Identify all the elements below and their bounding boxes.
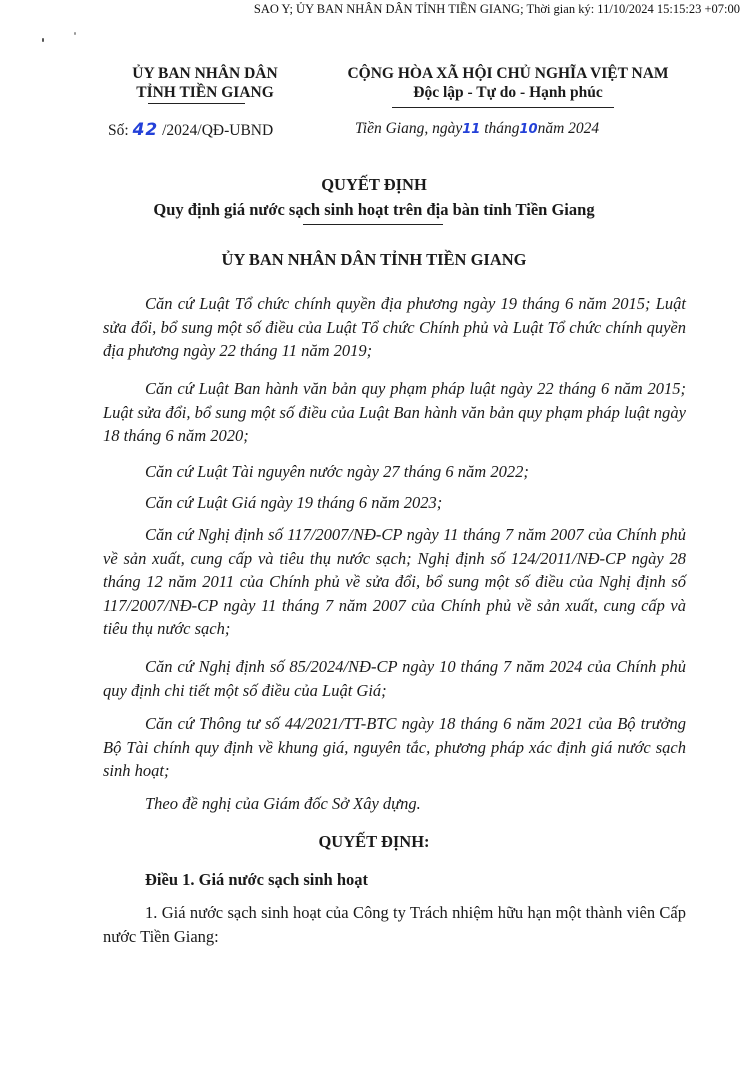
preamble-text: Căn cứ Luật Ban hành văn bản quy phạm pháp luật ngày 22 tháng 6 năm 2015; Luật sửa đổi, bổ sung một số điều của Luật Ban hành văn bản quy phạm pháp luật ngày 18 tháng 6 năm 2020; bbox=[103, 379, 686, 445]
preamble-text: Căn cứ Luật Giá ngày 19 tháng 6 năm 2023; bbox=[145, 493, 443, 512]
preamble-text: Căn cứ Luật Tổ chức chính quyền địa phương ngày 19 tháng 6 năm 2015; Luật sửa đổi, bổ sung một số điều của Luật Tổ chức Chính phủ và Luật Tổ chức chính quyền địa phương ngày 22 tháng 11 năm 2019; bbox=[103, 294, 686, 360]
preamble-text: Căn cứ Nghị định số 117/2007/NĐ-CP ngày 11 tháng 7 năm 2007 của Chính phủ về sản xuất, cung cấp và tiêu thụ nước sạch; Nghị định số 124/2011/NĐ-CP ngày 28 tháng 12 năm 2011 của Chính phủ về sửa đổi, bổ sung một số điều của Nghị định số 117/2007/NĐ-CP ngày 11 tháng 7 năm 2007 của Chính phủ về sản xuất, cung cấp và tiêu thụ nước sạch; bbox=[103, 525, 686, 638]
preamble-text: Căn cứ Luật Tài nguyên nước ngày 27 tháng 6 năm 2022; bbox=[145, 462, 529, 481]
handwritten-day: 11 bbox=[462, 122, 481, 137]
number-prefix: Số: bbox=[108, 122, 129, 139]
preamble-paragraph bbox=[103, 460, 686, 484]
speck bbox=[74, 32, 76, 35]
preamble-paragraph bbox=[103, 292, 686, 363]
document-subtitle: Quy định giá nước sạch sinh hoạt trên địa bàn tỉnh Tiền Giang bbox=[153, 200, 595, 219]
clause-text: 1. Giá nước sạch sinh hoạt của Công ty Trách nhiệm hữu hạn một thành viên Cấp nước Tiền Giang: bbox=[103, 903, 686, 946]
motto-underline bbox=[392, 107, 614, 108]
handwritten-number: 42 bbox=[132, 120, 159, 140]
country-name: CỘNG HÒA XÃ HỘI CHỦ NGHĨA VIỆT NAM bbox=[347, 65, 669, 82]
motto: Độc lập - Tự do - Hạnh phúc bbox=[413, 84, 603, 101]
issuing-authority: ỦY BAN NHÂN DÂN TỈNH TIỀN GIANG bbox=[221, 250, 527, 269]
article-1-heading: Điều 1. Giá nước sạch sinh hoạt bbox=[145, 870, 369, 889]
scan-specks bbox=[38, 32, 78, 44]
document-title: QUYẾT ĐỊNH bbox=[321, 175, 427, 194]
handwritten-month: 10 bbox=[519, 122, 538, 137]
decision-heading: QUYẾT ĐỊNH: bbox=[318, 832, 430, 851]
digital-signature-stamp: SAO Y; ỦY BAN NHÂN DÂN TỈNH TIỀN GIANG; Thời gian ký: 11/10/2024 15:15:23 +07:00 bbox=[253, 2, 740, 16]
issuer-underline bbox=[148, 103, 245, 104]
date-year: năm 2024 bbox=[537, 120, 600, 137]
preamble-paragraph bbox=[103, 655, 686, 702]
preamble-text: Theo đề nghị của Giám đốc Sở Xây dựng. bbox=[145, 794, 421, 813]
article-1-clause-1 bbox=[103, 901, 686, 948]
issue-date bbox=[355, 120, 599, 138]
date-place: Tiền Giang, ngày bbox=[355, 120, 463, 137]
preamble-paragraph bbox=[103, 523, 686, 641]
number-suffix: /2024/QĐ-UBND bbox=[162, 122, 274, 139]
month-label: tháng bbox=[484, 120, 520, 137]
preamble-text: Căn cứ Nghị định số 85/2024/NĐ-CP ngày 10 tháng 7 năm 2024 của Chính phủ quy định chi tiết một số điều của Luật Giá; bbox=[103, 657, 686, 700]
issuer-line-2: TỈNH TIỀN GIANG bbox=[136, 84, 274, 101]
preamble-paragraph bbox=[103, 491, 686, 515]
document-number bbox=[108, 120, 273, 140]
subtitle-underline bbox=[303, 224, 443, 225]
preamble-text: Căn cứ Thông tư số 44/2021/TT-BTC ngày 18 tháng 6 năm 2021 của Bộ trưởng Bộ Tài chính quy định về khung giá, nguyên tắc, phương pháp xác định giá nước sạch sinh hoạt; bbox=[103, 714, 686, 780]
issuer-block bbox=[100, 64, 310, 102]
preamble-paragraph bbox=[103, 792, 686, 816]
issuer-line-1: ỦY BAN NHÂN DÂN bbox=[132, 65, 278, 82]
speck bbox=[42, 38, 44, 42]
preamble-paragraph bbox=[103, 377, 686, 448]
national-motto-block bbox=[318, 64, 698, 102]
preamble-paragraph bbox=[103, 712, 686, 783]
